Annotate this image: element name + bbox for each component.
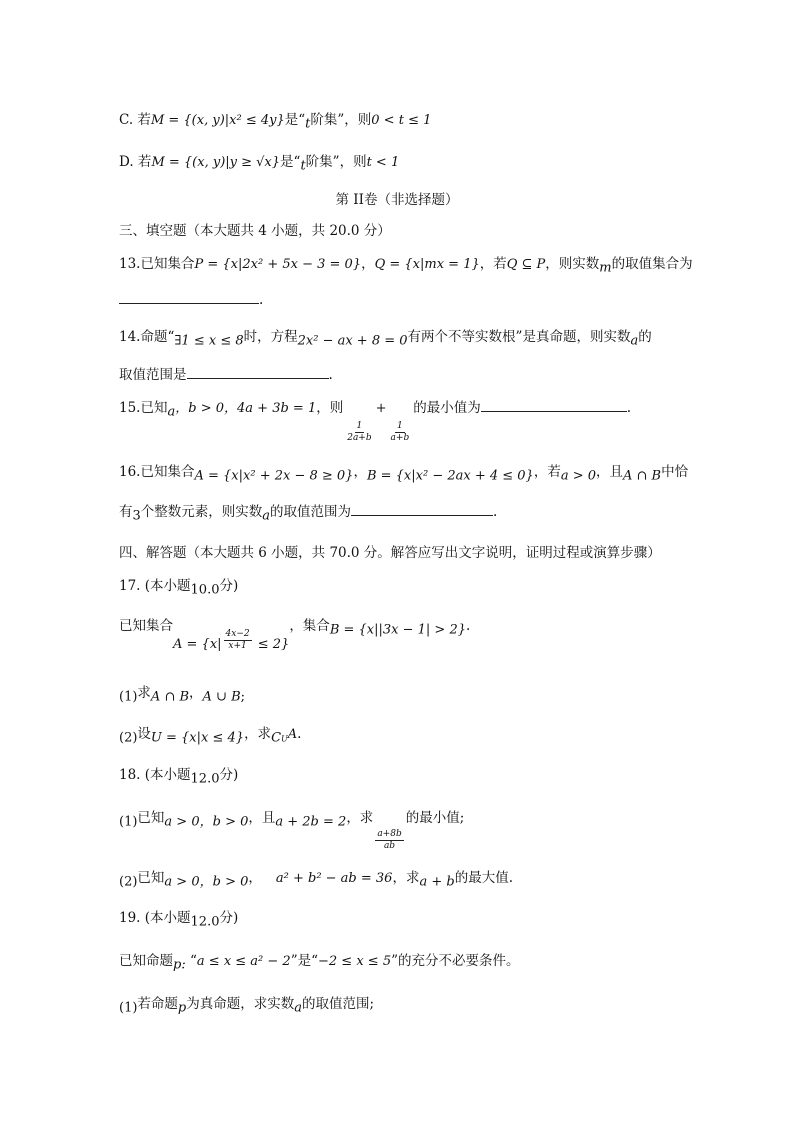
q18-header <box>119 763 238 787</box>
q18-p2-text: 已知 <box>137 870 165 886</box>
q17-p1-union: A ∪ B <box>202 689 241 705</box>
q13-set-p: P = {x|2x² + 5x − 3 = 0} <box>194 257 362 272</box>
q16-tail: 中恰 <box>661 464 689 480</box>
option-c-text: 阶集”，则 <box>310 112 372 128</box>
q17-p1-end: ; <box>240 689 246 705</box>
q17-p2-text: 设 <box>137 726 151 742</box>
q18-p1-text: 已知 <box>137 810 165 826</box>
q18-score: 12.0 <box>190 771 220 787</box>
q17-part-2 <box>119 722 301 746</box>
q18-p2-target: a + b <box>419 874 455 890</box>
q19-p1-var2: a <box>294 1000 303 1016</box>
q18-p1-and: ，且 <box>248 810 276 826</box>
q16-intersection: A ∩ B <box>623 468 662 484</box>
q14-when: 时，方程 <box>243 329 298 345</box>
q17-p2-num: (2) <box>119 730 138 746</box>
q14-period: . <box>328 367 333 383</box>
q18-p2-cond-b: ，b > 0 <box>199 874 249 890</box>
q17-p1-text: 求 <box>137 685 151 701</box>
option-c-label: C. 若 <box>119 112 151 128</box>
q17-p2-mid: ，求 <box>244 726 272 742</box>
q15-lead: 15.已知 <box>119 400 168 416</box>
q19-stem <box>119 949 520 973</box>
q18-p1-num: (1) <box>119 814 138 830</box>
q16-line2b: 个整数元素，则实数 <box>140 504 263 520</box>
q15-cond2: ，4a + 3b = 1 <box>224 401 317 416</box>
q16-sep: ， <box>353 464 367 480</box>
q17-p2-end: . <box>297 726 302 742</box>
option-d-set: M = {(x, y)|y ≥ √x} <box>151 155 281 170</box>
q17-set-a-post: ≤ 2} <box>253 637 290 652</box>
q17-p1-sep: ， <box>189 685 203 701</box>
q16-and: ，且 <box>596 464 624 480</box>
q15-f1-den: 2a+b <box>347 433 372 443</box>
q17-p1-intersection: A ∩ B <box>150 689 190 705</box>
option-c <box>119 108 431 132</box>
q17-header-a: 17. ( <box>119 578 151 594</box>
q14-var: a <box>630 333 639 349</box>
option-d-text: 阶集”，则 <box>305 154 367 170</box>
q17-mid: ，集合 <box>289 618 330 634</box>
q16-cond: a > 0 <box>560 468 597 484</box>
volume-2-title: 第 II卷（非选择题） <box>335 192 459 208</box>
q15-f1-num: 1 <box>356 421 363 431</box>
option-c-t: t <box>305 116 311 132</box>
q18-p2-sep: ， <box>248 870 262 886</box>
q18-p1-ask: ，求 <box>346 810 374 826</box>
q17-f-num: 4x−2 <box>225 629 250 639</box>
q18-p2-num: (2) <box>119 874 138 890</box>
q19-part-1 <box>119 992 374 1016</box>
q19-header-b: 本小题 <box>150 910 191 926</box>
q15-cond1: ，b > 0 <box>175 401 225 416</box>
question-13 <box>119 252 693 276</box>
q18-f-den: ab <box>383 841 396 851</box>
q17-p2-universe: U = {x|x ≤ 4} <box>150 730 245 746</box>
q13-lead: 13.已知集合 <box>119 256 195 272</box>
q18-header-b: 本小题 <box>150 767 191 783</box>
q19-p1-var: p <box>177 1000 187 1016</box>
q17-p2-complement: C <box>271 730 282 746</box>
q15-fraction-1 <box>345 421 373 444</box>
q19-header-c: 分) <box>219 910 239 926</box>
q16-if: ，若 <box>533 464 561 480</box>
q13-answer-blank[interactable] <box>119 290 259 304</box>
q19-p1-num: (1) <box>119 1000 138 1016</box>
option-c-set: M = {(x, y)|x² ≤ 4y} <box>150 113 285 128</box>
q14-equation: 2x² − ax + 8 = 0 <box>297 333 408 349</box>
q18-p2-end: 的最大值. <box>454 870 513 886</box>
q18-f-num: a+8b <box>377 829 402 839</box>
q13-answer-line <box>119 290 263 308</box>
option-c-mid: 是“ <box>284 112 306 128</box>
option-d-label: D. 若 <box>119 154 152 170</box>
q18-p1-cond-a: a > 0 <box>164 814 200 830</box>
q13-period: . <box>259 292 264 308</box>
q13-sep: ， <box>361 256 375 272</box>
option-d <box>119 150 399 174</box>
section-3-heading: 三、填空题（本大题共 4 小题，共 20.0 分） <box>119 223 391 239</box>
q18-fraction <box>375 829 403 852</box>
q19-lead: 已知命题 <box>119 953 173 969</box>
q17-header-c: 分) <box>219 578 239 594</box>
q16-var: a <box>262 508 271 524</box>
q17-p2-sub: U <box>281 734 288 744</box>
option-d-t: t <box>300 158 306 174</box>
q17-fraction <box>224 629 252 652</box>
q18-p1-end: 的最小值; <box>405 810 465 826</box>
q17-score: 10.0 <box>190 582 220 598</box>
q18-p2-cond-a: a > 0 <box>164 874 200 890</box>
q19-p: p: <box>173 957 186 973</box>
q18-header-a: 18. ( <box>119 767 151 783</box>
q17-stem <box>119 614 471 652</box>
q13-var: m <box>599 260 612 276</box>
question-14 <box>119 325 652 349</box>
option-c-cond: 0 < t ≤ 1 <box>371 113 432 128</box>
q15-answer-blank[interactable] <box>481 398 627 412</box>
option-d-mid: 是“ <box>280 154 301 170</box>
q16-set-b: B = {x|x² − 2ax + 4 ≤ 0} <box>366 468 534 484</box>
q16-line-2 <box>119 500 497 524</box>
q15-period: . <box>626 400 631 416</box>
question-16 <box>119 460 688 484</box>
q18-p1-constraint: a + 2b = 2 <box>275 814 347 830</box>
q18-p2-ask: ，求 <box>392 870 420 886</box>
q18-part-2 <box>119 866 513 890</box>
option-d-cond: t < 1 <box>366 155 400 170</box>
q19-p1-mid: 为真命题，求实数 <box>186 996 295 1012</box>
q17-f-den: x+1 <box>228 641 247 651</box>
q17-part-1 <box>119 681 245 705</box>
q13-if: ，若 <box>479 256 507 272</box>
q19-range-2: −2 ≤ x ≤ 5 <box>318 954 392 969</box>
q15-a: a <box>167 404 176 420</box>
q17-lead: 已知集合 <box>119 618 173 634</box>
q17-header-b: 本小题 <box>150 578 191 594</box>
q15-end: 的最小值为 <box>413 400 481 416</box>
q19-q2: ”是“ <box>290 953 319 969</box>
q18-part-1 <box>119 806 464 852</box>
q19-q3: ”的充分不必要条件。 <box>391 953 520 969</box>
q16-three: 3 <box>132 508 141 524</box>
q14-line2-text: 取值范围是 <box>119 367 187 383</box>
q14-answer-blank[interactable] <box>187 365 329 379</box>
q14-line-2 <box>119 363 333 383</box>
q14-range: ∃1 ≤ x ≤ 8 <box>174 333 244 349</box>
q19-p1-end: 的取值范围; <box>302 996 375 1012</box>
q16-answer-blank[interactable] <box>351 502 493 516</box>
q13-end: 的取值集合为 <box>611 256 693 272</box>
q15-f2-num: 1 <box>397 421 403 431</box>
q19-p1-text: 若命题 <box>137 996 178 1012</box>
q13-set-q: Q = {x|mx = 1} <box>374 257 480 272</box>
q15-f2-den: a+b <box>390 433 410 443</box>
q16-period: . <box>493 504 498 520</box>
q14-lead: 14.命题“ <box>119 329 175 345</box>
q17-p2-a: A <box>287 727 298 742</box>
q14-tail: 有两个不等实数根”是真命题，则实数 <box>407 329 631 345</box>
question-15 <box>119 396 631 444</box>
q16-set-a: A = {x|x² + 2x − 8 ≥ 0} <box>194 468 354 484</box>
q15-then: ，则 <box>316 400 344 416</box>
q13-tail: ，则实数 <box>545 256 600 272</box>
q18-header-c: 分) <box>219 767 239 783</box>
q17-set-b: B = {x||3x − 1| > 2} <box>329 622 466 638</box>
q17-end: . <box>466 618 471 634</box>
q19-range-1: a ≤ x ≤ a² − 2 <box>196 954 291 969</box>
q16-line2a: 有 <box>119 504 133 520</box>
q17-set-a-pre: A = {x| <box>173 637 222 652</box>
q19-q1: “ <box>185 953 197 969</box>
section-4-heading: 四、解答题（本大题共 6 小题，共 70.0 分。解答应写出文字说明，证明过程或演算步骤） <box>119 545 661 561</box>
q19-header-a: 19. ( <box>119 910 151 926</box>
q18-p1-cond-b: ，b > 0 <box>199 814 249 830</box>
q18-p2-equation: a² + b² − ab = 36 <box>275 871 393 886</box>
q15-fraction-2 <box>389 421 412 444</box>
q13-subset: Q ⊆ P <box>506 257 546 272</box>
q17-header <box>119 574 238 598</box>
q19-score: 12.0 <box>190 914 220 930</box>
q14-end: 的 <box>638 329 652 345</box>
q17-p1-num: (1) <box>119 689 138 705</box>
q19-header <box>119 906 238 930</box>
q16-line2c: 的取值范围为 <box>270 504 352 520</box>
q16-lead: 16.已知集合 <box>119 464 195 480</box>
q15-plus: + <box>375 401 387 416</box>
